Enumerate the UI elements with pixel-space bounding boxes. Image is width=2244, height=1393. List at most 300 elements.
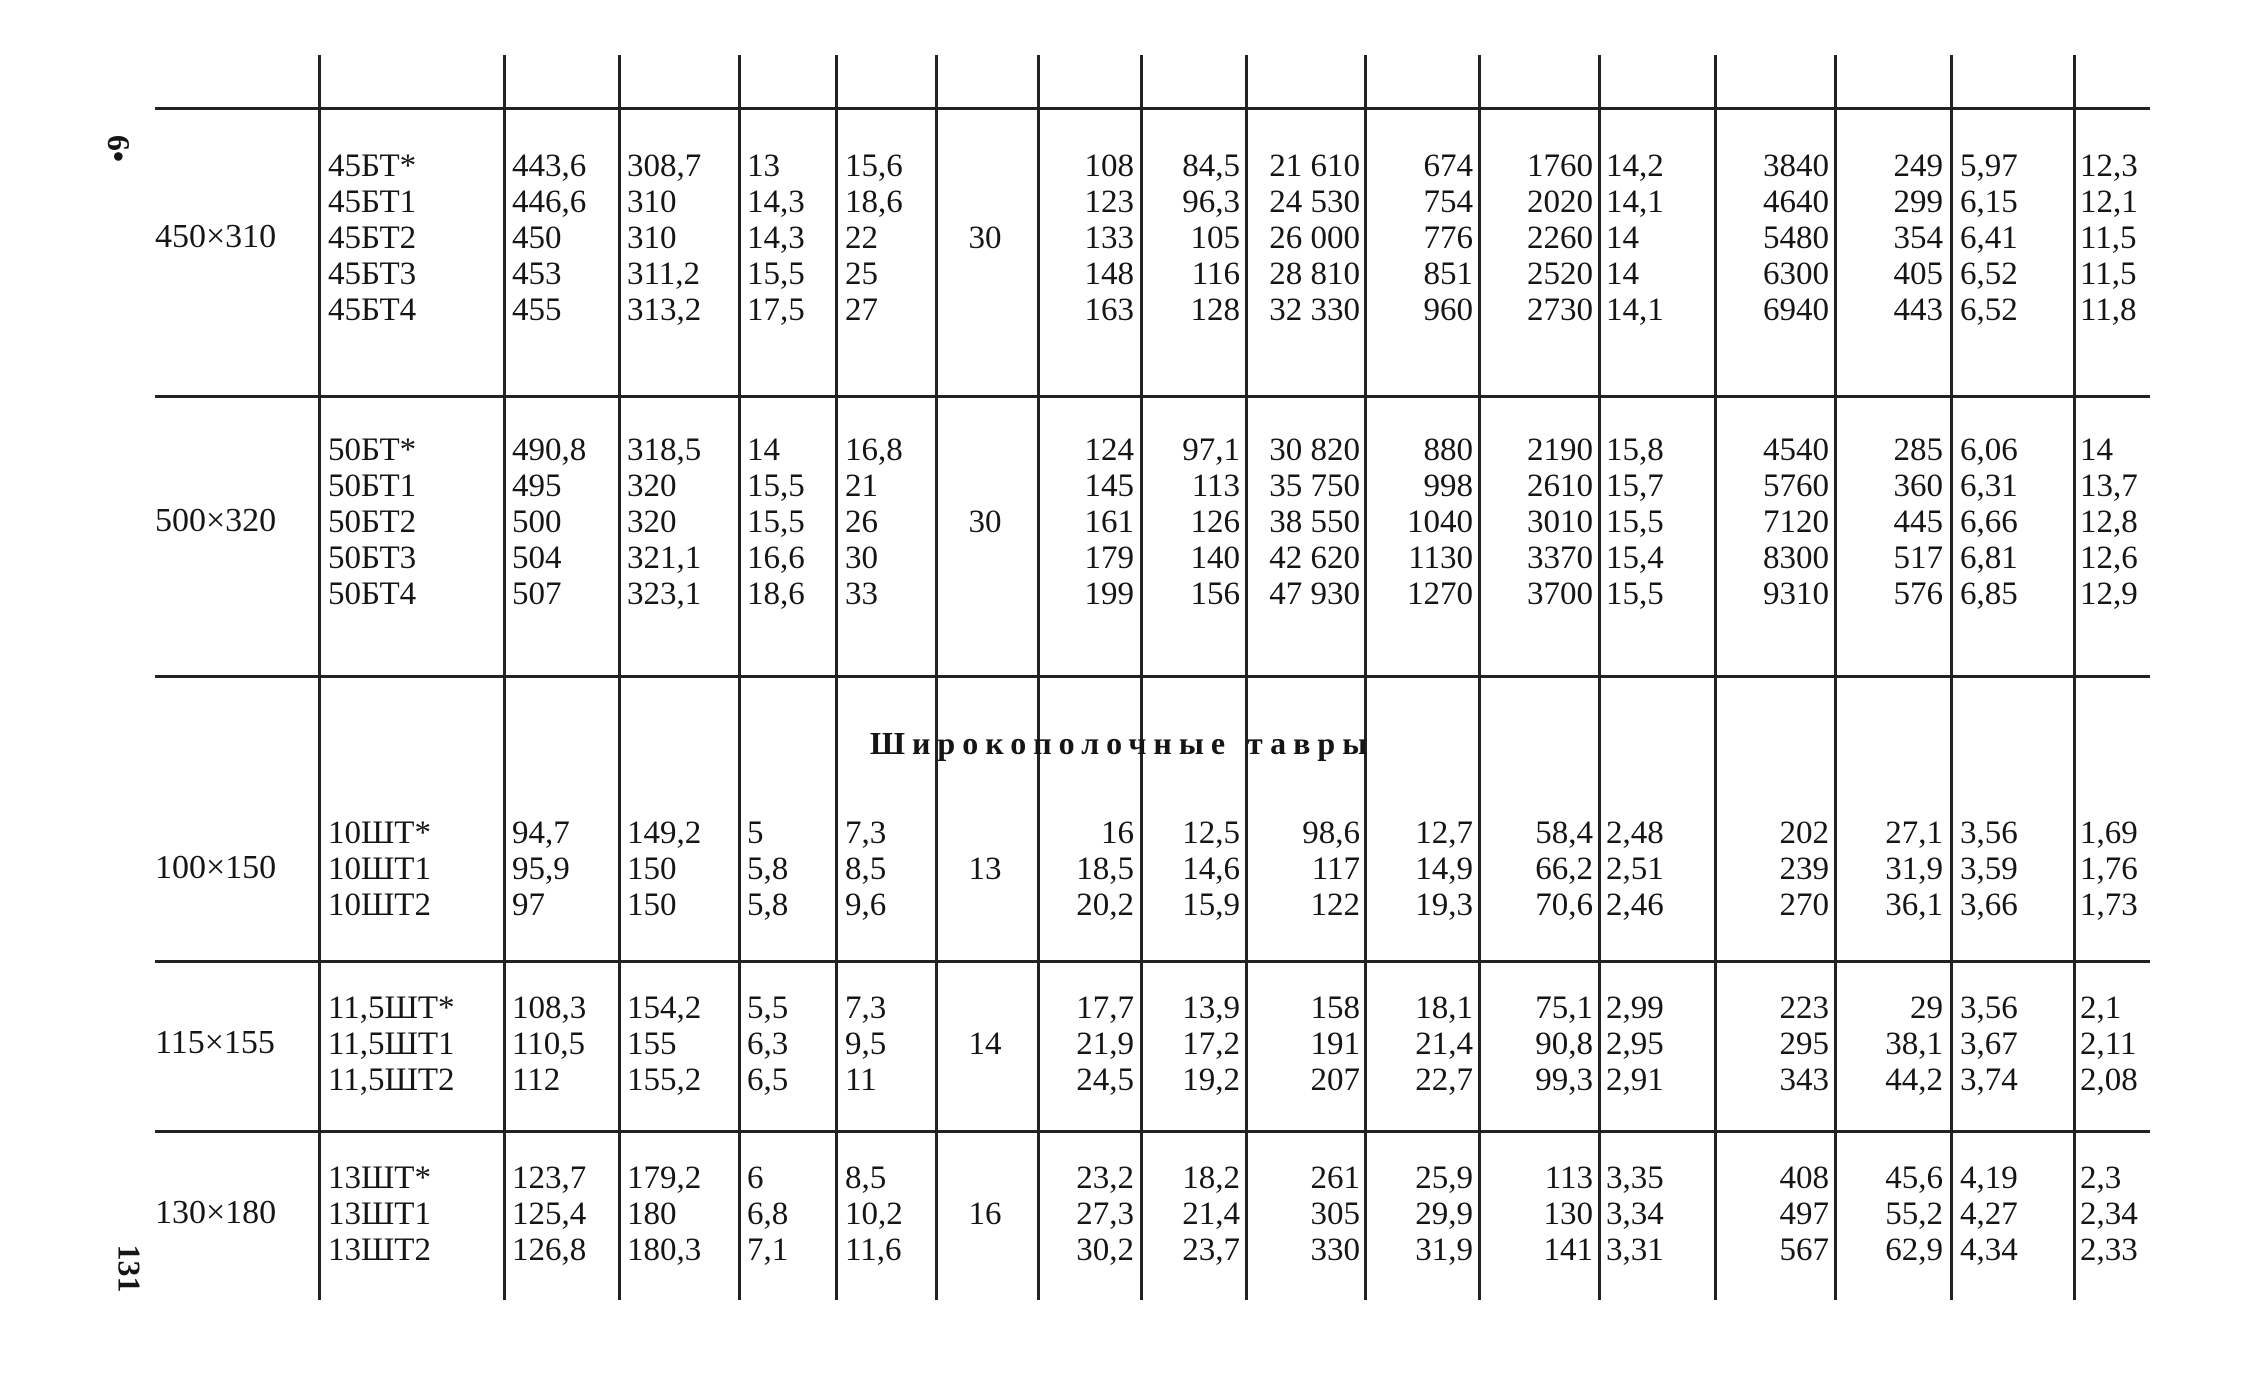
table-cell: 125,4 (512, 1196, 587, 1232)
table-cell: 112 (512, 1062, 561, 1098)
column-c6 (1042, 815, 1134, 923)
column-c1 (512, 1160, 614, 1268)
table-cell: 2730 (1527, 292, 1593, 328)
column-c9 (1369, 815, 1473, 923)
column-c8 (1250, 1160, 1360, 1268)
column-c4 (845, 1160, 931, 1268)
table-cell: 110,5 (512, 1026, 586, 1062)
table-cell: 191 (1310, 1026, 1360, 1062)
table-cell: 3,74 (1960, 1062, 2018, 1098)
table-cell: 14 (968, 1026, 1002, 1062)
rule-after-450 (155, 395, 2150, 398)
table-cell: 105 (1190, 220, 1240, 256)
table-cell: 108,3 (512, 990, 587, 1026)
table-cell: 14,3 (747, 220, 805, 256)
table-cell: 99,3 (1535, 1062, 1593, 1098)
table-cell: 180,3 (627, 1232, 702, 1268)
table-cell: 155,2 (627, 1062, 702, 1098)
table-cell: 5,8 (747, 851, 789, 887)
column-designation (328, 148, 498, 328)
table-cell: 455 (512, 292, 562, 328)
table-cell: 3,34 (1606, 1196, 1664, 1232)
column-c12 (1719, 432, 1829, 612)
column-c10 (1483, 815, 1593, 923)
column-c8 (1250, 990, 1360, 1098)
table-cell: 23,7 (1182, 1232, 1240, 1268)
column-c12 (1719, 148, 1829, 328)
column-c15 (2080, 1160, 2160, 1268)
table-cell: 24,5 (1076, 1062, 1134, 1098)
table-cell: 754 (1423, 184, 1473, 220)
table-cell: 8,5 (845, 1160, 887, 1196)
column-c10 (1483, 432, 1593, 612)
table-cell: 490,8 (512, 432, 587, 468)
column-c4 (845, 148, 931, 328)
column-c1 (512, 148, 614, 328)
column-c13 (1839, 990, 1943, 1098)
table-cell: 239 (1779, 851, 1829, 887)
table-cell: 155 (627, 1026, 677, 1062)
column-c7 (1145, 990, 1240, 1098)
table-cell: 6,15 (1960, 184, 2018, 220)
table-cell: 6,06 (1960, 432, 2018, 468)
table-cell: 313,2 (627, 292, 702, 328)
table-cell: 285 (1893, 432, 1943, 468)
column-c6 (1042, 148, 1134, 328)
column-c10 (1483, 990, 1593, 1098)
column-c15 (2080, 815, 2160, 923)
column-c14 (1960, 1160, 2062, 1268)
table-cell: 10ШТ1 (328, 851, 431, 887)
table-cell: 19,2 (1182, 1062, 1240, 1098)
table-cell: 8,5 (845, 851, 887, 887)
table-cell: 998 (1423, 468, 1473, 504)
table-cell: 445 (1893, 504, 1943, 540)
column-c12 (1719, 990, 1829, 1098)
table-cell: 6,3 (747, 1026, 789, 1062)
table-cell: 450 (512, 220, 562, 256)
table-cell: 2,51 (1606, 851, 1664, 887)
column-c5 (940, 220, 1030, 256)
table-cell: 50БТ2 (328, 504, 417, 540)
table-cell: 24 530 (1269, 184, 1360, 220)
column-c11 (1606, 815, 1710, 923)
table-cell: 161 (1084, 504, 1134, 540)
table-cell: 45БТ4 (328, 292, 417, 328)
table-cell: 5 (747, 815, 764, 851)
table-cell: 3010 (1527, 504, 1593, 540)
table-cell: 150 (627, 851, 677, 887)
table-cell: 1270 (1407, 576, 1473, 612)
table-cell: 126,8 (512, 1232, 587, 1268)
table-group (0, 432, 2244, 612)
column-c6 (1042, 1160, 1134, 1268)
table-cell: 179 (1084, 540, 1134, 576)
column-c4 (845, 432, 931, 612)
table-cell: 2020 (1527, 184, 1593, 220)
table-cell: 14 (1606, 256, 1639, 292)
table-cell: 21 610 (1269, 148, 1360, 184)
table-cell: 27,1 (1885, 815, 1943, 851)
table-cell: 567 (1779, 1232, 1829, 1268)
column-c7 (1145, 815, 1240, 923)
table-cell: 70,6 (1535, 887, 1593, 923)
column-c1 (512, 815, 614, 923)
table-cell: 14,3 (747, 184, 805, 220)
column-c6 (1042, 432, 1134, 612)
table-cell: 156 (1190, 576, 1240, 612)
table-cell: 2,48 (1606, 815, 1664, 851)
table-cell: 3,59 (1960, 851, 2018, 887)
column-c8 (1250, 148, 1360, 328)
table-group (0, 1160, 2244, 1268)
table-cell: 35 750 (1269, 468, 1360, 504)
table-cell: 360 (1893, 468, 1943, 504)
column-c1 (512, 432, 614, 612)
profile-size: 450×310 (155, 218, 277, 255)
column-c7 (1145, 432, 1240, 612)
table-cell: 4,19 (1960, 1160, 2018, 1196)
column-c3 (747, 990, 831, 1098)
table-cell: 12,5 (1182, 815, 1240, 851)
column-c6 (1042, 990, 1134, 1098)
table-cell: 1,69 (2080, 815, 2138, 851)
page-mark-top: 6• (101, 134, 138, 163)
table-cell: 149,2 (627, 815, 702, 851)
table-cell: 21,4 (1182, 1196, 1240, 1232)
table-group (0, 815, 2244, 923)
table-cell: 133 (1084, 220, 1134, 256)
column-c5 (940, 1026, 1030, 1062)
table-cell: 18,2 (1182, 1160, 1240, 1196)
table-cell: 6940 (1763, 292, 1829, 328)
table-cell: 45БТ2 (328, 220, 417, 256)
table-cell: 202 (1779, 815, 1829, 851)
column-c3 (747, 1160, 831, 1268)
table-cell: 22,7 (1415, 1062, 1473, 1098)
table-cell: 45БТ1 (328, 184, 417, 220)
column-designation (328, 432, 498, 612)
table-cell: 15,9 (1182, 887, 1240, 923)
table-cell: 7,3 (845, 815, 887, 851)
table-cell: 3,56 (1960, 815, 2018, 851)
table-cell: 3,56 (1960, 990, 2018, 1026)
table-cell: 141 (1543, 1232, 1593, 1268)
column-c7 (1145, 1160, 1240, 1268)
column-c10 (1483, 148, 1593, 328)
table-cell: 108 (1084, 148, 1134, 184)
column-c2 (627, 815, 733, 923)
table-cell: 30 (968, 504, 1002, 540)
table-cell: 500 (512, 504, 562, 540)
table-cell: 58,4 (1535, 815, 1593, 851)
column-c12 (1719, 815, 1829, 923)
table-cell: 14,1 (1606, 184, 1664, 220)
table-cell: 128 (1190, 292, 1240, 328)
table-cell: 75,1 (1535, 990, 1593, 1026)
table-cell: 29 (1910, 990, 1943, 1026)
table-cell: 113 (1191, 468, 1240, 504)
table-cell: 320 (627, 468, 677, 504)
table-cell: 6,31 (1960, 468, 2018, 504)
column-c8 (1250, 815, 1360, 923)
table-cell: 15,6 (845, 148, 903, 184)
profile-size: 115×155 (155, 1024, 275, 1061)
table-cell: 2,46 (1606, 887, 1664, 923)
table-cell: 674 (1423, 148, 1473, 184)
table-cell: 150 (627, 887, 677, 923)
table-cell: 11,5ШТ1 (328, 1026, 455, 1062)
table-cell: 158 (1310, 990, 1360, 1026)
table-cell: 117 (1311, 851, 1360, 887)
table-cell: 47 930 (1269, 576, 1360, 612)
table-cell: 5,5 (747, 990, 789, 1026)
table-cell: 2,33 (2080, 1232, 2138, 1268)
column-c2 (627, 990, 733, 1098)
table-cell: 14,6 (1182, 851, 1240, 887)
column-c3 (747, 148, 831, 328)
column-c13 (1839, 148, 1943, 328)
column-c13 (1839, 815, 1943, 923)
table-cell: 295 (1779, 1026, 1829, 1062)
column-c9 (1369, 432, 1473, 612)
column-c7 (1145, 148, 1240, 328)
column-designation (328, 1160, 498, 1268)
table-cell: 318,5 (627, 432, 702, 468)
table-cell: 13 (968, 851, 1002, 887)
table-cell: 38 550 (1269, 504, 1360, 540)
column-c2 (627, 1160, 733, 1268)
table-cell: 122 (1310, 887, 1360, 923)
table-cell: 38,1 (1885, 1026, 1943, 1062)
rule-after-115 (155, 1130, 2150, 1133)
table-cell: 62,9 (1885, 1232, 1943, 1268)
table-cell: 28 810 (1269, 256, 1360, 292)
table-cell: 27,3 (1076, 1196, 1134, 1232)
table-cell: 116 (1191, 256, 1240, 292)
table-cell: 154,2 (627, 990, 702, 1026)
table-cell: 446,6 (512, 184, 587, 220)
column-c11 (1606, 432, 1710, 612)
table-cell: 2260 (1527, 220, 1593, 256)
table-cell: 123 (1084, 184, 1134, 220)
table-cell: 5760 (1763, 468, 1829, 504)
table-cell: 2,11 (2080, 1026, 2137, 1062)
table-cell: 7,1 (747, 1232, 789, 1268)
table-cell: 13,9 (1182, 990, 1240, 1026)
table-cell: 12,3 (2080, 148, 2138, 184)
table-cell: 12,8 (2080, 504, 2138, 540)
table-group (0, 148, 2244, 328)
table-cell: 9,6 (845, 887, 887, 923)
table-cell: 16,8 (845, 432, 903, 468)
table-cell: 6,85 (1960, 576, 2018, 612)
table-cell: 408 (1779, 1160, 1829, 1196)
table-cell: 50БТ4 (328, 576, 417, 612)
table-cell: 497 (1779, 1196, 1829, 1232)
table-cell: 124 (1084, 432, 1134, 468)
table-cell: 15,4 (1606, 540, 1664, 576)
table-cell: 66,2 (1535, 851, 1593, 887)
table-cell: 15,5 (1606, 576, 1664, 612)
table-cell: 6300 (1763, 256, 1829, 292)
table-cell: 23,2 (1076, 1160, 1134, 1196)
table-cell: 16 (1101, 815, 1134, 851)
table-cell: 223 (1779, 990, 1829, 1026)
table-cell: 5,97 (1960, 148, 2018, 184)
table-cell: 179,2 (627, 1160, 702, 1196)
table-cell: 6,52 (1960, 292, 2018, 328)
table-cell: 126 (1190, 504, 1240, 540)
table-cell: 3840 (1763, 148, 1829, 184)
table-cell: 1130 (1408, 540, 1473, 576)
table-cell: 14 (747, 432, 780, 468)
table-cell: 1760 (1527, 148, 1593, 184)
table-cell: 6,41 (1960, 220, 2018, 256)
column-c4 (845, 990, 931, 1098)
table-cell: 13,7 (2080, 468, 2138, 504)
table-cell: 30 (968, 220, 1002, 256)
table-cell: 20,2 (1076, 887, 1134, 923)
table-cell: 207 (1310, 1062, 1360, 1098)
table-cell: 21 (845, 468, 878, 504)
table-cell: 10ШТ2 (328, 887, 431, 923)
table-cell: 27 (845, 292, 878, 328)
table-cell: 163 (1084, 292, 1134, 328)
table-cell: 2520 (1527, 256, 1593, 292)
table-cell: 2190 (1527, 432, 1593, 468)
table-cell: 776 (1423, 220, 1473, 256)
table-cell: 11,5 (2080, 220, 2137, 256)
section-title: Широкополочные тавры (869, 725, 1375, 761)
table-cell: 94,7 (512, 815, 570, 851)
table-cell: 14,2 (1606, 148, 1664, 184)
table-cell: 30,2 (1076, 1232, 1134, 1268)
table-cell: 25,9 (1415, 1160, 1473, 1196)
column-c15 (2080, 432, 2160, 612)
column-c11 (1606, 990, 1710, 1098)
table-cell: 5480 (1763, 220, 1829, 256)
column-c5 (940, 851, 1030, 887)
table-cell: 12,1 (2080, 184, 2138, 220)
table-cell: 323,1 (627, 576, 702, 612)
table-cell: 15,5 (747, 504, 805, 540)
table-cell: 15,5 (747, 256, 805, 292)
profile-size: 100×150 (155, 849, 277, 886)
table-cell: 2,08 (2080, 1062, 2138, 1098)
table-cell: 9,5 (845, 1026, 887, 1062)
table-cell: 504 (512, 540, 562, 576)
table-cell: 33 (845, 576, 878, 612)
column-c11 (1606, 148, 1710, 328)
table-cell: 30 820 (1269, 432, 1360, 468)
table-cell: 45,6 (1885, 1160, 1943, 1196)
table-cell: 443,6 (512, 148, 587, 184)
table-cell: 44,2 (1885, 1062, 1943, 1098)
table-cell: 14,9 (1415, 851, 1473, 887)
table-cell: 29,9 (1415, 1196, 1473, 1232)
table-cell: 42 620 (1269, 540, 1360, 576)
table-cell: 55,2 (1885, 1196, 1943, 1232)
table-cell: 2610 (1527, 468, 1593, 504)
table-cell: 17,7 (1076, 990, 1134, 1026)
column-designation (328, 990, 498, 1098)
table-cell: 4,27 (1960, 1196, 2018, 1232)
column-c9 (1369, 1160, 1473, 1268)
table-cell: 10ШТ* (328, 815, 431, 851)
table-cell: 14,1 (1606, 292, 1664, 328)
table-cell: 11,5ШТ2 (328, 1062, 455, 1098)
table-cell: 443 (1893, 292, 1943, 328)
table-cell: 6,81 (1960, 540, 2018, 576)
table-cell: 19,3 (1415, 887, 1473, 923)
table-cell: 308,7 (627, 148, 702, 184)
table-cell: 15,7 (1606, 468, 1664, 504)
table-cell: 97 (512, 887, 545, 923)
table-cell: 7,3 (845, 990, 887, 1026)
table-cell: 4,34 (1960, 1232, 2018, 1268)
table-cell: 15,5 (747, 468, 805, 504)
table-cell: 32 330 (1269, 292, 1360, 328)
table-cell: 11 (845, 1062, 877, 1098)
table-cell: 13ШТ1 (328, 1196, 431, 1232)
table-cell: 140 (1190, 540, 1240, 576)
table-cell: 8300 (1763, 540, 1829, 576)
table-cell: 31,9 (1415, 1232, 1473, 1268)
column-c13 (1839, 1160, 1943, 1268)
table-cell: 13ШТ2 (328, 1232, 431, 1268)
table-cell: 3700 (1527, 576, 1593, 612)
table-cell: 4540 (1763, 432, 1829, 468)
profile-size: 500×320 (155, 502, 277, 539)
table-cell: 180 (627, 1196, 677, 1232)
column-c14 (1960, 990, 2062, 1098)
table-cell: 3,31 (1606, 1232, 1664, 1268)
table-cell: 16 (968, 1196, 1002, 1232)
table-cell: 199 (1084, 576, 1134, 612)
table-cell: 16,6 (747, 540, 805, 576)
table-cell: 45БТ* (328, 148, 417, 184)
column-c10 (1483, 1160, 1593, 1268)
table-cell: 14 (2080, 432, 2113, 468)
column-c5 (940, 504, 1030, 540)
table-cell: 3,66 (1960, 887, 2018, 923)
table-cell: 13 (747, 148, 780, 184)
table-cell: 1,73 (2080, 887, 2138, 923)
column-c4 (845, 815, 931, 923)
table-cell: 50БТ* (328, 432, 417, 468)
table-cell: 321,1 (627, 540, 702, 576)
table-cell: 21,9 (1076, 1026, 1134, 1062)
table-cell: 311,2 (627, 256, 701, 292)
table-cell: 145 (1084, 468, 1134, 504)
column-c9 (1369, 990, 1473, 1098)
table-cell: 576 (1893, 576, 1943, 612)
table-cell: 130 (1543, 1196, 1593, 1232)
table-cell: 3370 (1527, 540, 1593, 576)
table-cell: 880 (1423, 432, 1473, 468)
table-cell: 6 (747, 1160, 764, 1196)
table-cell: 11,8 (2080, 292, 2137, 328)
table-cell: 11,5ШТ* (328, 990, 455, 1026)
column-c3 (747, 432, 831, 612)
table-cell: 15,5 (1606, 504, 1664, 540)
table-cell: 12,9 (2080, 576, 2138, 612)
table-cell: 405 (1893, 256, 1943, 292)
table-cell: 2,95 (1606, 1026, 1664, 1062)
column-c8 (1250, 432, 1360, 612)
table-cell: 270 (1779, 887, 1829, 923)
